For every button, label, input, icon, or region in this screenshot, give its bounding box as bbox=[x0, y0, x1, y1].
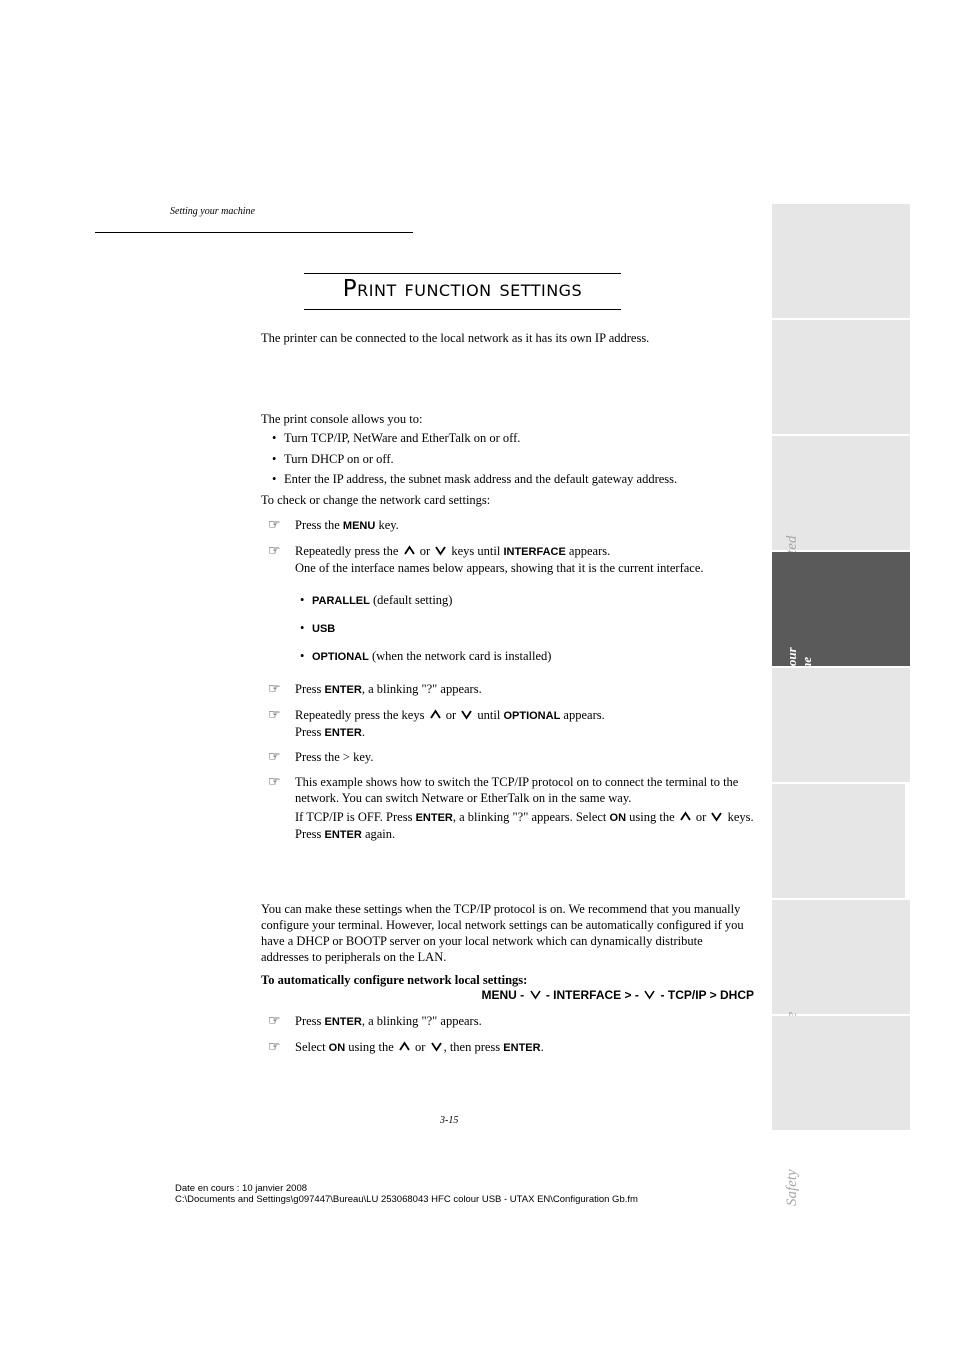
title-rule-bottom bbox=[304, 309, 621, 310]
page-title: Print function settings bbox=[342, 276, 583, 302]
arrow-down-icon bbox=[644, 989, 655, 1000]
arrow-down-icon bbox=[530, 989, 541, 1000]
step-auto-press-enter: Press ENTER, a blinking "?" appears. bbox=[295, 1014, 482, 1028]
pointing-hand-icon: ☞ bbox=[268, 707, 281, 723]
pointing-hand-icon: ☞ bbox=[268, 1013, 281, 1029]
arrow-up-icon bbox=[430, 709, 441, 720]
pointing-hand-icon: ☞ bbox=[268, 749, 281, 765]
interface-item: • PARALLEL (default setting) bbox=[300, 593, 453, 607]
tcpip-paragraph: You can make these settings when the TCP/IP protocol is on. We recommend that you manually configure your terminal. However, local network settings can be automatically configured if you have a DHCP or BOOTP server on your local network which can dynamically distribute addresses to peripherals on the LAN. bbox=[261, 902, 744, 964]
pointing-hand-icon: ☞ bbox=[268, 543, 281, 559]
title-rule-top bbox=[304, 273, 621, 274]
step-press-menu: Press the MENU key. bbox=[295, 518, 399, 532]
auto-config-heading: To automatically configure network local settings: bbox=[261, 973, 528, 987]
arrow-down-icon bbox=[711, 811, 722, 822]
tab-label: Safety bbox=[784, 1169, 800, 1206]
pointing-hand-icon: ☞ bbox=[268, 774, 281, 790]
pointing-hand-icon: ☞ bbox=[268, 517, 281, 533]
tab-operation[interactable] bbox=[772, 784, 905, 900]
step-press-enter: Press ENTER, a blinking "?" appears. bbox=[295, 682, 482, 696]
step-press-next: Press the > key. bbox=[295, 750, 374, 764]
list-item: • Turn TCP/IP, NetWare and EtherTalk on or off. bbox=[272, 431, 521, 445]
tab-contents[interactable] bbox=[772, 204, 910, 320]
page-number: 3-15 bbox=[440, 1115, 459, 1126]
pointing-hand-icon: ☞ bbox=[268, 681, 281, 697]
interface-item: • OPTIONAL (when the network card is installed) bbox=[300, 649, 552, 663]
interface-item: • USB bbox=[300, 621, 336, 635]
list-item: • Turn DHCP on or off. bbox=[272, 452, 394, 466]
console-intro: The print console allows you to: bbox=[261, 412, 423, 426]
pointing-hand-icon: ☞ bbox=[268, 1039, 281, 1055]
arrow-down-icon bbox=[435, 545, 446, 556]
footer-date: Date en cours : 10 janvier 2008 bbox=[175, 1183, 308, 1194]
step-tcpip-example: This example shows how to switch the TCP/IP protocol on to connect the terminal to the network. You can switch Netware or EtherTalk on in the same way. If TCP/IP is OFF. Press ENTER, a blinking "?" appears. Select ON using the or keys. Press ENTER again. bbox=[295, 775, 754, 841]
arrow-up-icon bbox=[680, 811, 691, 822]
arrow-down-icon bbox=[431, 1041, 442, 1052]
tab-installation[interactable] bbox=[772, 320, 910, 436]
arrow-up-icon bbox=[399, 1041, 410, 1052]
tab-setting-your-machine[interactable] bbox=[772, 552, 910, 668]
running-header: Setting your machine bbox=[170, 206, 255, 217]
tab-safety[interactable] bbox=[772, 1016, 910, 1206]
menu-path: MENU - - INTERFACE > - - TCP/IP > DHCP bbox=[481, 988, 754, 1002]
list-item: • Enter the IP address, the subnet mask address and the default gateway address. bbox=[272, 472, 678, 486]
tab-maintenance[interactable] bbox=[772, 900, 910, 1016]
arrow-down-icon bbox=[461, 709, 472, 720]
check-intro: To check or change the network card settings: bbox=[261, 493, 491, 507]
header-rule bbox=[95, 232, 413, 233]
footer-path: C:\Documents and Settings\g097447\Bureau\LU 253068043 HFC colour USB - UTAX EN\Configuration Gb.fm bbox=[175, 1194, 638, 1205]
intro-paragraph: The printer can be connected to the local network as it has its own IP address. bbox=[261, 331, 650, 345]
step-select-optional: Repeatedly press the keys or until OPTIONAL appears. Press ENTER. bbox=[295, 708, 605, 739]
tab-getting-started[interactable] bbox=[772, 436, 910, 552]
key-interface: INTERFACE bbox=[503, 546, 566, 558]
step-auto-select-on: Select ON using the or , then press ENTER. bbox=[295, 1040, 544, 1054]
step-select-interface: Repeatedly press the or keys until INTERFACE appears. One of the interface names below appears, showing that it is the current interface. bbox=[295, 544, 704, 575]
arrow-up-icon bbox=[404, 545, 415, 556]
tab-directory[interactable] bbox=[772, 668, 910, 784]
key-menu: MENU bbox=[342, 520, 376, 532]
